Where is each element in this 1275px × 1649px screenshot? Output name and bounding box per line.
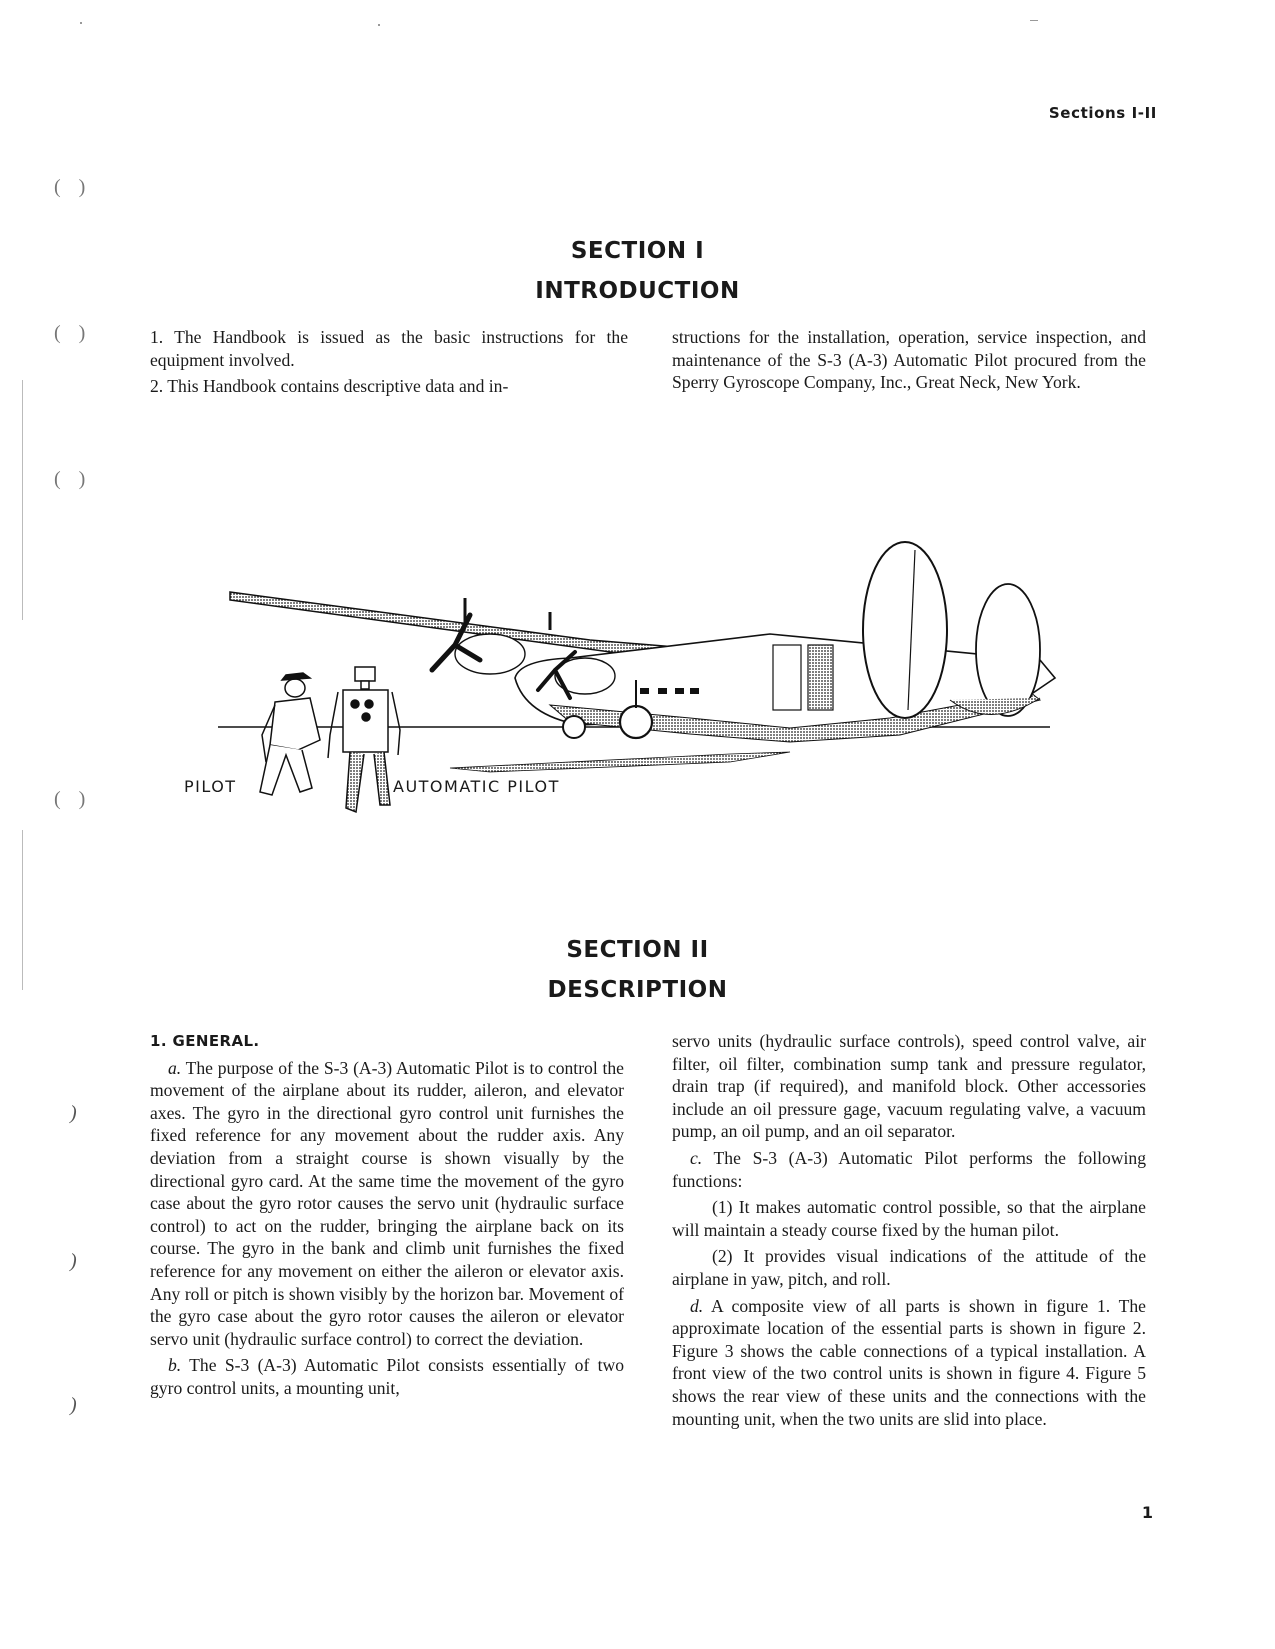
automatic-pilot-robot-figure <box>328 667 400 812</box>
intro-left-column <box>150 326 628 402</box>
paragraph-a-marker: a. <box>168 1057 182 1078</box>
binder-hole-mark: ) <box>70 1250 77 1272</box>
paragraph-a-text: The purpose of the S-3 (A-3) Automatic Pilot is to control the movement of the airplane about its rudder, aileron, and elevator axes. The gyro in the directional gyro control unit furnishes the fixed reference for any movement about the rudder axis. Any deviation from a straight course is shown visually by the directional gyro card. At the same time the movement of the gyro case about the gyro rotor causes the servo unit (hydraulic surface control) to act on the rudder, bringing the airplane back on its course. The gyro in the bank and climb unit furnishes the fixed reference for any movement on either the aileron or elevator axis. Any roll or pitch is shown visibly by the horizon bar. Movement of the gyro case about the gyro rotor causes the aileron or elevator servo unit (hydraulic surface control) to correct the deviation. <box>150 1057 624 1349</box>
landing-gear-wheel <box>620 706 652 738</box>
binder-hole-mark: ) <box>70 1394 77 1416</box>
airplane-waist-opening <box>808 645 833 710</box>
section-2-title: SECTION II <box>566 937 709 963</box>
paragraph-b-text: The S-3 (A-3) Automatic Pilot consists essentially of two gyro control units, a mounting unit, <box>150 1355 624 1398</box>
binder-hole-mark: ) <box>70 1102 77 1124</box>
airplane-window <box>640 688 649 694</box>
paragraph-b-marker: b. <box>168 1355 182 1376</box>
airplane-window <box>690 688 699 694</box>
scan-speck <box>80 22 82 24</box>
airplane-window <box>675 688 684 694</box>
function-item-1: (1) It makes automatic control possible, so that the airplane will maintain a steady course fixed by the human pilot. <box>672 1197 1146 1240</box>
section-2-subtitle: DESCRIPTION <box>547 977 728 1003</box>
section-1-title: SECTION I <box>570 238 705 264</box>
section-1-subtitle: INTRODUCTION <box>535 278 740 304</box>
intro-right-column <box>672 326 1146 398</box>
pilot-figure <box>260 673 320 795</box>
binder-hole-mark: () <box>54 788 104 810</box>
description-left-column <box>150 1030 624 1404</box>
binder-hole-mark: () <box>54 468 104 490</box>
figure-label-pilot: PILOT <box>184 777 237 796</box>
pilot-and-automatic-pilot-illustration <box>170 530 1120 815</box>
airplane-tail-fin-left <box>863 542 947 718</box>
paragraph-c-text: The S-3 (A-3) Automatic Pilot performs the following functions: <box>672 1147 1146 1191</box>
paragraph-heading-general: 1. GENERAL. <box>150 1032 260 1050</box>
airplane-waist-door <box>773 645 801 710</box>
airplane-window <box>658 688 667 694</box>
intro-paragraph-1: 1. The Handbook is issued as the basic instructions for the equipment involved. <box>150 327 628 370</box>
function-item-2: (2) It provides visual indications of the attitude of the airplane in yaw, pitch, and roll. <box>672 1246 1146 1289</box>
paragraph-a <box>150 1057 624 1351</box>
scan-speck <box>1030 20 1038 21</box>
scan-margin-line <box>22 830 23 990</box>
page-number: 1 <box>1141 1503 1153 1522</box>
intro-paragraph-2-continued: structions for the installation, operation, service inspection, and maintenance of the S-3 (A-3) Automatic Pilot procured from the Sperry Gyroscope Company, Inc., Great Neck, New York. <box>672 327 1146 393</box>
binder-hole-mark: () <box>54 322 104 344</box>
intro-paragraph-2: 2. This Handbook contains descriptive data and in- <box>150 376 509 397</box>
paragraph-c <box>672 1147 1146 1192</box>
figure-label-automatic-pilot: AUTOMATIC PILOT <box>393 777 560 796</box>
paragraph-c-marker: c. <box>690 1147 703 1168</box>
airplane-tail-fin-right <box>976 584 1040 716</box>
binder-hole-mark: () <box>54 176 104 198</box>
paragraph-d-marker: d. <box>690 1295 704 1316</box>
paragraph-b-continued: servo units (hydraulic surface controls), speed control valve, air filter, oil filter, combination sump tank and pressure regulator, drain trap (if required), and manifold block. Other accessories include an oil pressure gage, vacuum regulating valve, a vacuum pump, an oil pump, and an oil separator. <box>672 1031 1146 1142</box>
scan-speck <box>378 24 380 26</box>
scan-margin-line <box>22 380 23 620</box>
running-head: Sections I-II <box>1048 104 1157 122</box>
landing-gear-wheel <box>563 716 585 738</box>
ground-shadow <box>450 752 790 772</box>
paragraph-b <box>150 1354 624 1399</box>
paragraph-d-text: A composite view of all parts is shown in figure 1. The approximate location of the essential parts is shown in figure 2. Figure 3 shows the cable connections of a typical installation. A front view of the two control units is shown in figure 4. Figure 5 shows the rear view of these units and the connections with the mounting unit, when the two units are slid into place. <box>672 1295 1146 1429</box>
description-right-column <box>672 1030 1146 1434</box>
paragraph-d <box>672 1295 1146 1431</box>
